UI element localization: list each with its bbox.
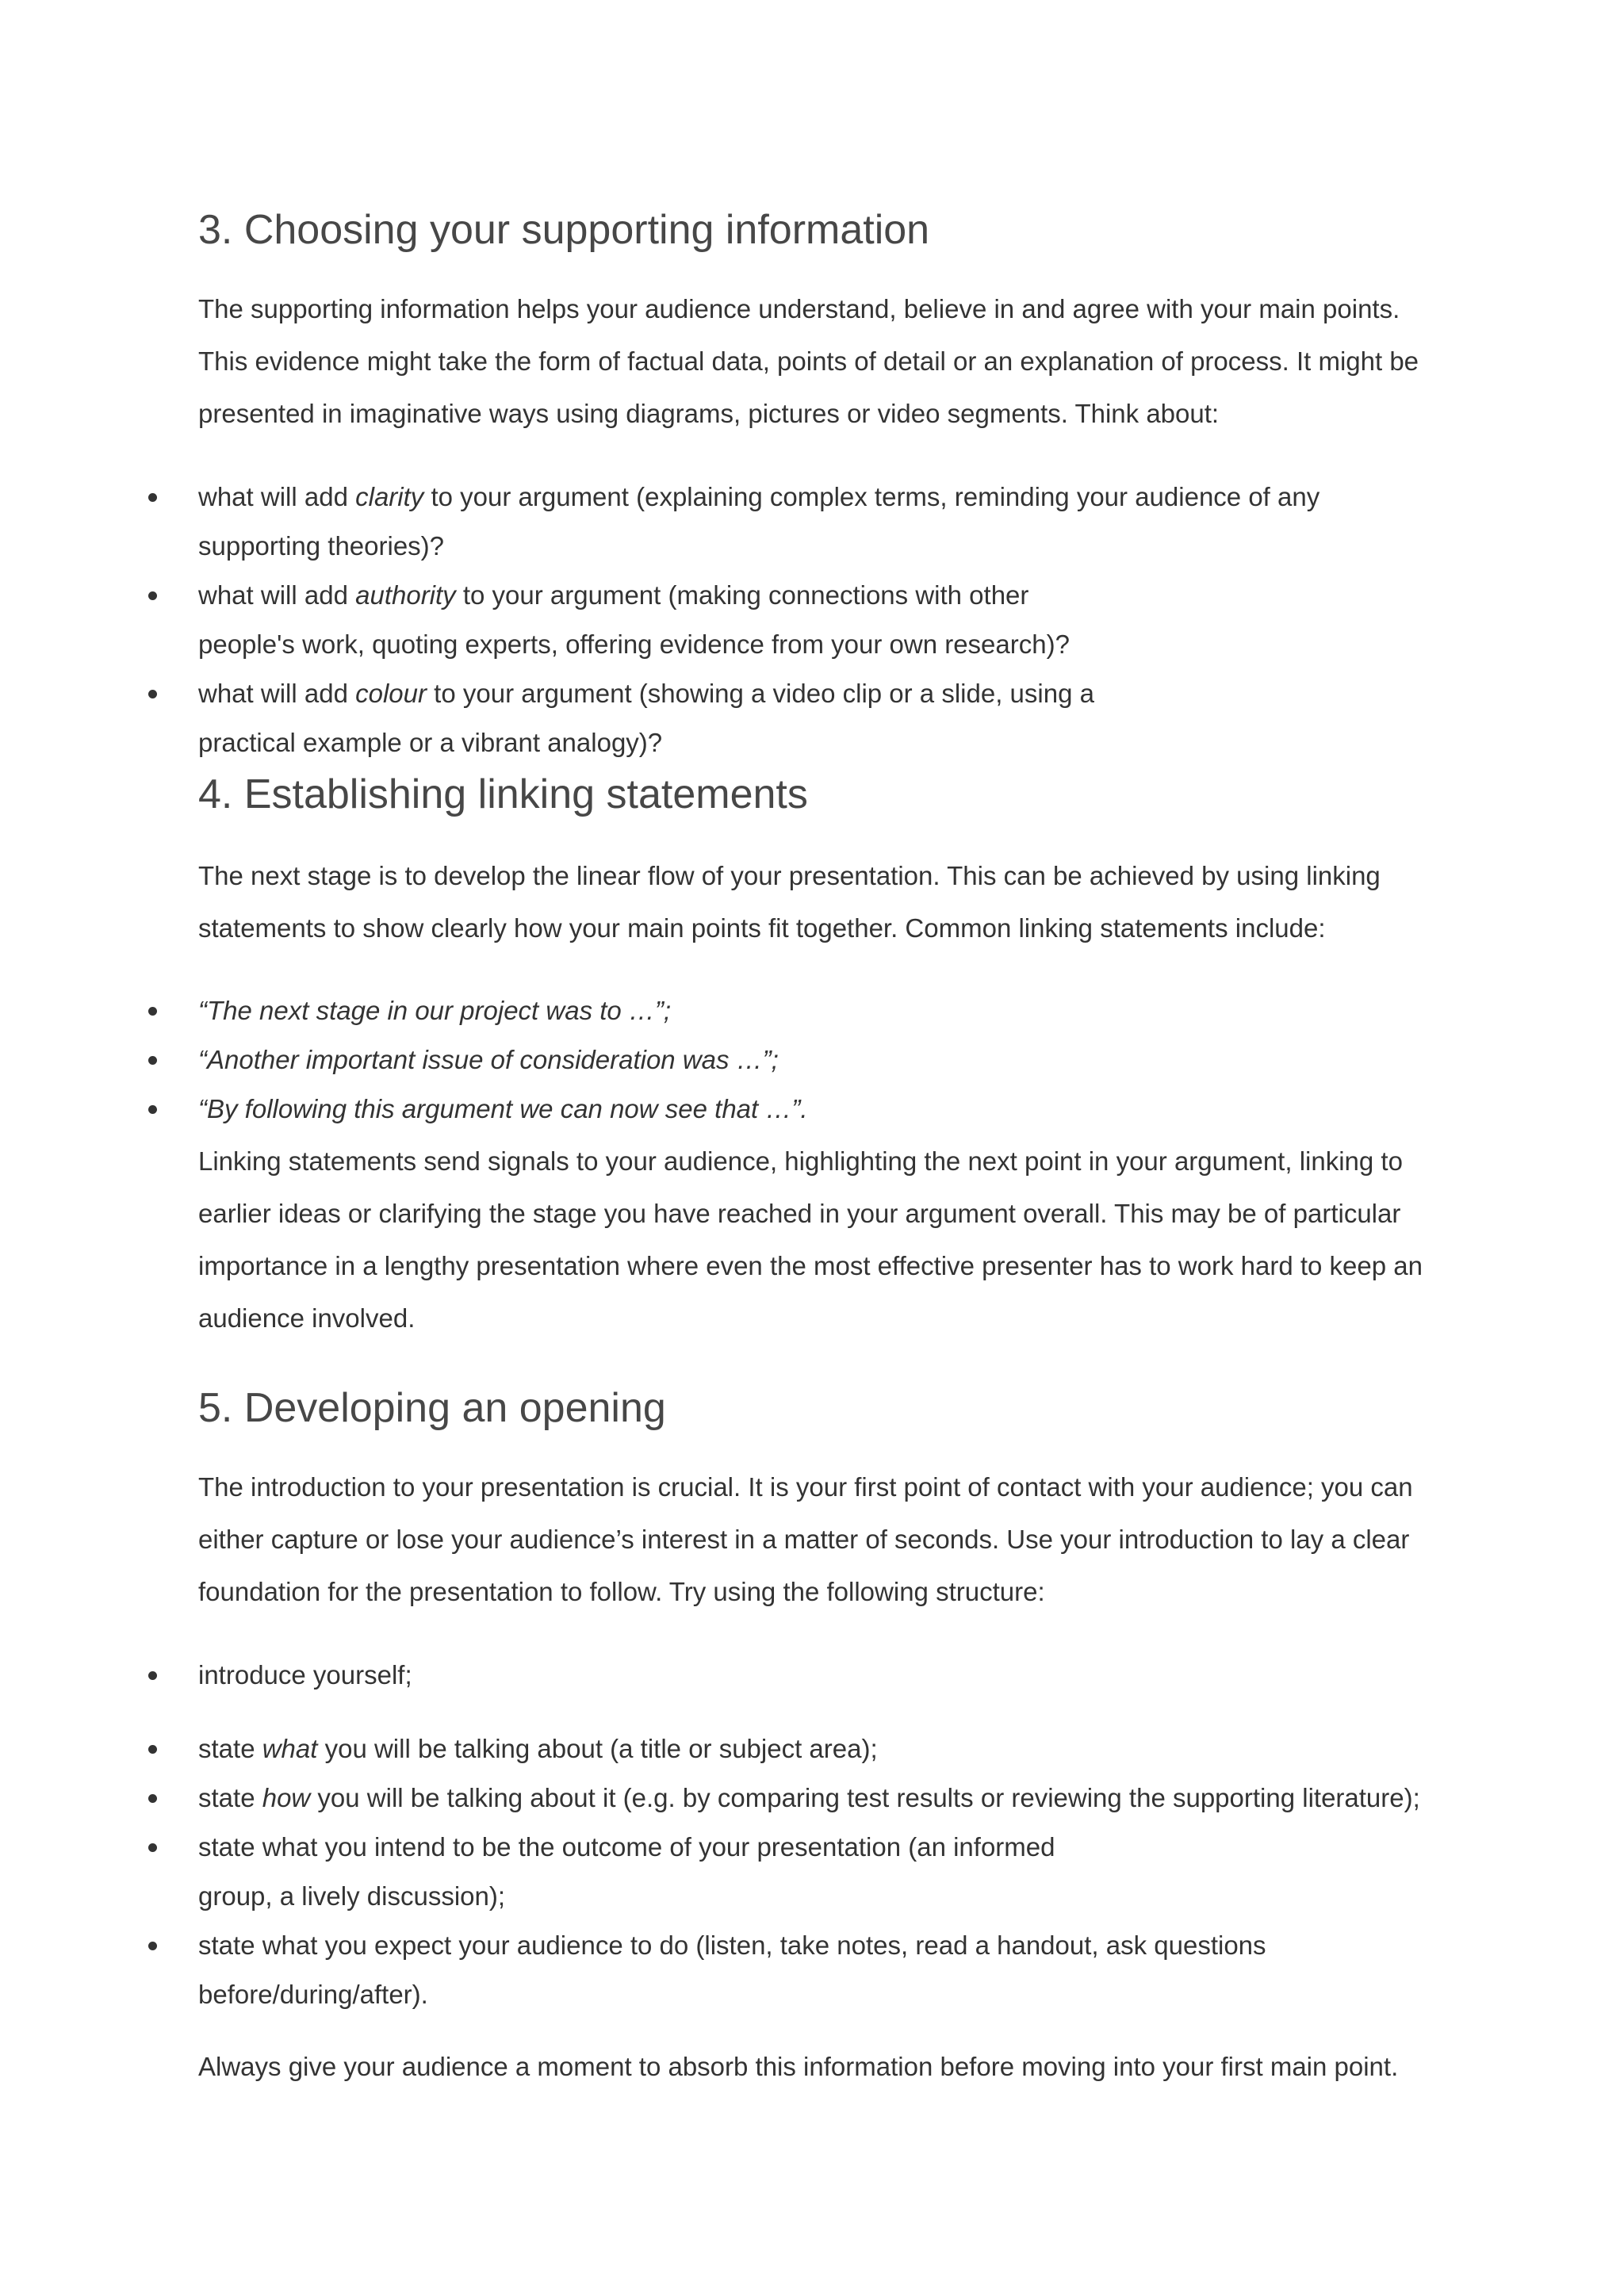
list-text: you will be talking about it (e.g. by comparing test results or reviewing the supporting literature); [310, 1783, 1420, 1812]
paragraph-line: The next stage is to develop the linear flow of your presentation. This can be achieved by using linking [198, 861, 1381, 890]
list-item-quote-1 [198, 986, 671, 1035]
quote-text: “Another important issue of consideration was …”; [198, 1045, 779, 1074]
paragraph-line: importance in a lengthy presentation where even the most effective presenter has to work hard to keep an [198, 1251, 1423, 1280]
bullet-icon [148, 1056, 157, 1065]
bullet-icon [148, 493, 157, 502]
paragraph-line: foundation for the presentation to follow. Try using the following structure: [198, 1577, 1045, 1606]
list-text-continued: practical example or a vibrant analogy)? [198, 728, 663, 757]
list-text-continued: people's work, quoting experts, offering evidence from your own research)? [198, 629, 1070, 659]
paragraph-line: statements to show clearly how your main points fit together. Common linking statements include: [198, 913, 1326, 943]
paragraph-line: The supporting information helps your audience understand, believe in and agree with your main points. [198, 294, 1400, 323]
paragraph-line: This evidence might take the form of factual data, points of detail or an explanation of process. It might be [198, 346, 1419, 376]
emphasis-text: authority [355, 580, 456, 610]
paragraph-line: presented in imaginative ways using diagrams, pictures or video segments. Think about: [198, 399, 1220, 428]
list-text: state what you expect your audience to do (listen, take notes, read a handout, ask questions [198, 1931, 1266, 1960]
section-4-paragraph-2 [198, 1135, 1423, 1345]
section-heading-5: 5. Developing an opening [198, 1385, 666, 1431]
bullet-icon [148, 1843, 157, 1852]
list-text: what will add [198, 482, 356, 511]
list-item-quote-3 [198, 1085, 808, 1134]
section-4-paragraph [198, 850, 1381, 955]
bullet-icon [148, 690, 157, 698]
paragraph-line: earlier ideas or clarifying the stage you have reached in your argument overall. This may be of particular [198, 1199, 1401, 1228]
list-item-authority [198, 571, 1070, 669]
list-text: what will add [198, 580, 356, 610]
section-3-paragraph [198, 283, 1419, 440]
paragraph-line: audience involved. [198, 1303, 416, 1333]
section-heading-3: 3. Choosing your supporting information [198, 207, 930, 253]
list-text-continued: before/during/after). [198, 1980, 428, 2009]
paragraph-line: either capture or lose your audience’s interest in a matter of seconds. Use your introduction to lay a clear [198, 1525, 1410, 1554]
paragraph-line: The introduction to your presentation is crucial. It is your first point of contact with your audience; you can [198, 1472, 1413, 1502]
list-text: to your argument (making connections with other [455, 580, 1029, 610]
bullet-icon [148, 1794, 157, 1803]
paragraph-line: Always give your audience a moment to absorb this information before moving into your first main point. [198, 2052, 1399, 2081]
quote-text: “The next stage in our project was to …”; [198, 996, 672, 1025]
list-text: you will be talking about (a title or subject area); [317, 1734, 878, 1763]
emphasis-text: how [262, 1783, 311, 1812]
bullet-icon [148, 1745, 157, 1754]
closing-paragraph [198, 2041, 1398, 2093]
emphasis-text: colour [355, 679, 427, 708]
list-text-continued: supporting theories)? [198, 531, 445, 561]
section-5-paragraph [198, 1461, 1413, 1618]
list-text-continued: group, a lively discussion); [198, 1881, 506, 1911]
bullet-icon [148, 591, 157, 600]
list-text: state what you intend to be the outcome of your presentation (an informed [198, 1832, 1055, 1862]
bullet-icon [148, 1105, 157, 1114]
list-item-what [198, 1724, 878, 1774]
list-text: to your argument (explaining complex terms, reminding your audience of any [423, 482, 1320, 511]
section-heading-4: 4. Establishing linking statements [198, 771, 808, 817]
list-text: state [198, 1783, 262, 1812]
quote-text: “By following this argument we can now see that …”. [198, 1094, 808, 1123]
list-item-quote-2 [198, 1035, 779, 1085]
bullet-icon [148, 1007, 157, 1016]
bullet-icon [148, 1671, 157, 1680]
list-item-outcome [198, 1823, 1055, 1921]
list-text: what will add [198, 679, 356, 708]
list-text: to your argument (showing a video clip or a slide, using a [427, 679, 1094, 708]
list-item-colour [198, 669, 1094, 767]
list-text: introduce yourself; [198, 1660, 412, 1689]
list-item-clarity [198, 473, 1320, 571]
bullet-icon [148, 1942, 157, 1950]
list-item-introduce [198, 1651, 412, 1700]
list-text: state [198, 1734, 262, 1763]
emphasis-text: clarity [355, 482, 424, 511]
list-item-how [198, 1774, 1420, 1823]
list-item-expect [198, 1921, 1266, 2019]
paragraph-line: Linking statements send signals to your audience, highlighting the next point in your argument, linking to [198, 1146, 1403, 1176]
emphasis-text: what [262, 1734, 318, 1763]
